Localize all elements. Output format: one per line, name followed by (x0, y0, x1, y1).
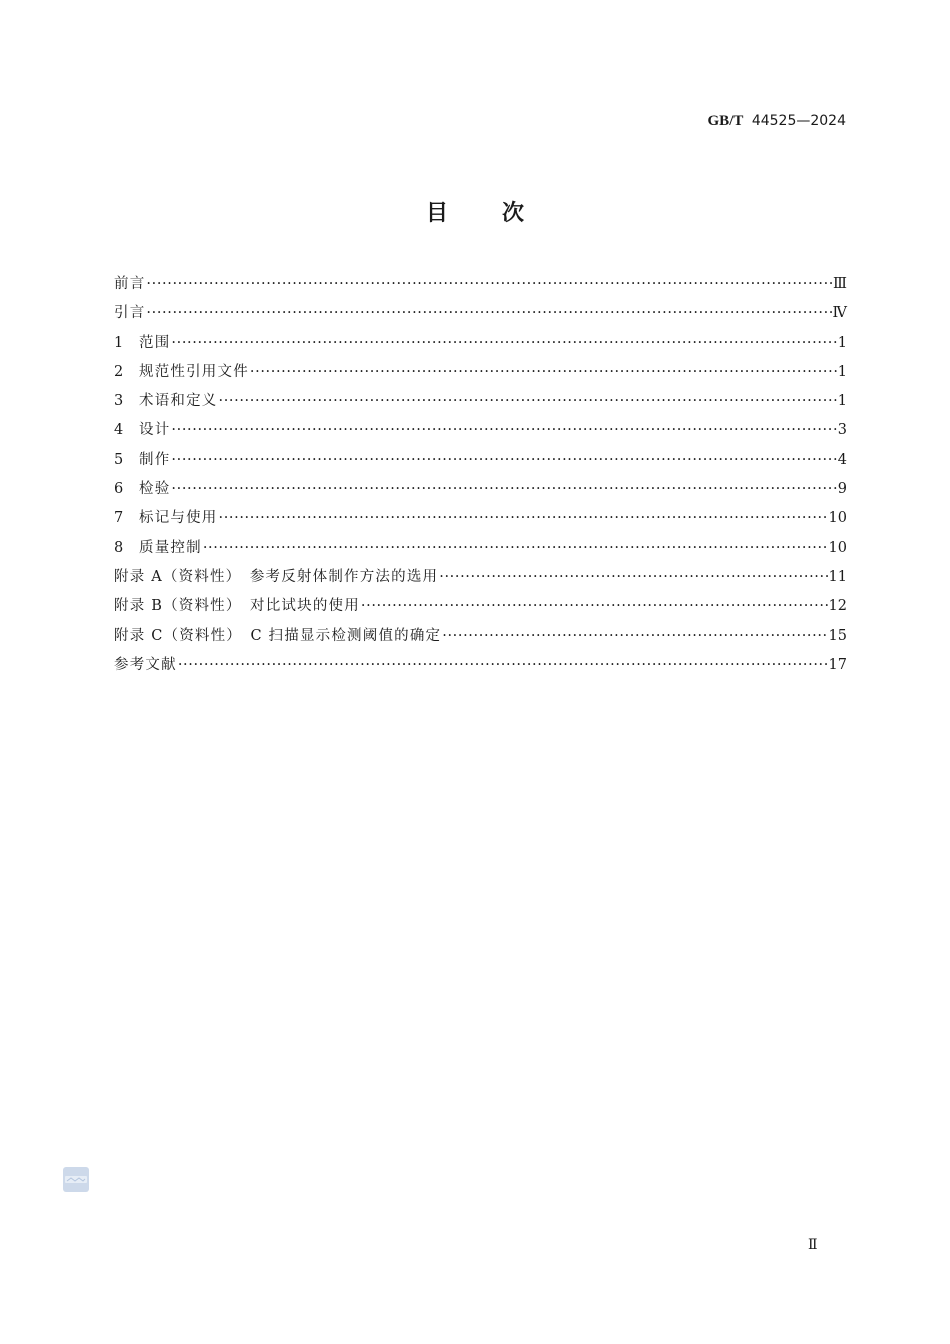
toc-entry[interactable] (114, 299, 847, 328)
toc-entry-page: 4 (837, 451, 847, 468)
toc-dot-leader (171, 446, 836, 475)
toc-entry-label: 附录 A（资料性） 参考反射体制作方法的选用 (114, 568, 439, 585)
toc-dot-leader (171, 416, 836, 445)
standard-code: GB/T (707, 113, 744, 129)
standard-number: 44525—2024 (751, 113, 846, 129)
toc-entry-number: 8 (114, 539, 125, 556)
toc-entry-number: 2 (114, 363, 125, 380)
toc-entry-number: 7 (114, 510, 125, 527)
page-title: 目次 (425, 201, 578, 226)
toc-entry-label: 范围 (139, 334, 171, 351)
toc-dot-leader (250, 358, 837, 387)
toc-entry[interactable] (114, 270, 847, 299)
toc-entry[interactable] (114, 416, 847, 445)
toc-entry[interactable] (114, 563, 847, 592)
toc-entry-page: Ⅳ (832, 305, 847, 322)
toc-entry[interactable] (114, 358, 847, 387)
toc-entry-page: 3 (837, 422, 847, 439)
toc-entry-label: 检验 (139, 481, 171, 498)
toc-entry-number: 1 (114, 334, 125, 351)
toc-entry-number: 6 (114, 481, 125, 498)
toc-dot-leader (203, 534, 828, 563)
toc-dot-leader (171, 475, 836, 504)
toc-dot-leader (178, 651, 828, 680)
toc-entry-page: 12 (828, 598, 847, 615)
toc-dot-leader (442, 622, 827, 651)
toc-entry-page: 15 (828, 627, 847, 644)
toc-dot-leader (171, 329, 836, 358)
toc-entry[interactable] (114, 329, 847, 358)
toc-entry-label: 设计 (139, 422, 171, 439)
toc-dot-leader (219, 387, 837, 416)
toc-dot-leader (439, 563, 827, 592)
standard-header (708, 113, 846, 130)
toc-entry[interactable] (114, 622, 847, 651)
toc-dot-leader (146, 270, 832, 299)
toc-dot-leader (219, 504, 828, 533)
toc-entry[interactable] (114, 651, 847, 680)
toc-entry-page: 11 (828, 568, 847, 585)
sac-logo-icon (63, 1167, 89, 1192)
toc-entry-page: 1 (837, 363, 847, 380)
toc-entry-page: 9 (837, 481, 847, 498)
toc-entry-label: 质量控制 (139, 539, 202, 556)
toc-entry[interactable] (114, 446, 847, 475)
toc-entry-label: 制作 (139, 451, 171, 468)
toc-entry-number: 5 (114, 451, 125, 468)
toc-entry-label: 规范性引用文件 (139, 363, 249, 380)
toc-entry-number: 3 (114, 393, 125, 410)
toc-entry-page: 1 (837, 334, 847, 351)
toc-entry-label: 参考文献 (114, 656, 177, 673)
table-of-contents (114, 270, 847, 680)
toc-entry-page: 1 (837, 393, 847, 410)
toc-entry-number: 4 (114, 422, 125, 439)
toc-entry-label: 引言 (114, 305, 146, 322)
toc-entry-label: 附录 B（资料性） 对比试块的使用 (114, 598, 360, 615)
toc-entry-label: 附录 C（资料性） C 扫描显示检测阈值的确定 (114, 627, 442, 644)
toc-entry-label: 术语和定义 (139, 393, 218, 410)
toc-entry-label: 标记与使用 (139, 510, 218, 527)
toc-entry[interactable] (114, 504, 847, 533)
page-number: Ⅱ (808, 1237, 818, 1253)
toc-entry-page: 10 (828, 510, 847, 527)
toc-entry-page: Ⅲ (833, 276, 847, 292)
toc-entry[interactable] (114, 534, 847, 563)
toc-dot-leader (146, 299, 831, 328)
toc-entry-page: 17 (828, 656, 847, 673)
toc-entry-label: 前言 (114, 276, 146, 292)
toc-entry[interactable] (114, 475, 847, 504)
toc-dot-leader (361, 592, 828, 621)
toc-entry[interactable] (114, 592, 847, 621)
toc-entry-page: 10 (828, 539, 847, 556)
toc-entry[interactable] (114, 387, 847, 416)
